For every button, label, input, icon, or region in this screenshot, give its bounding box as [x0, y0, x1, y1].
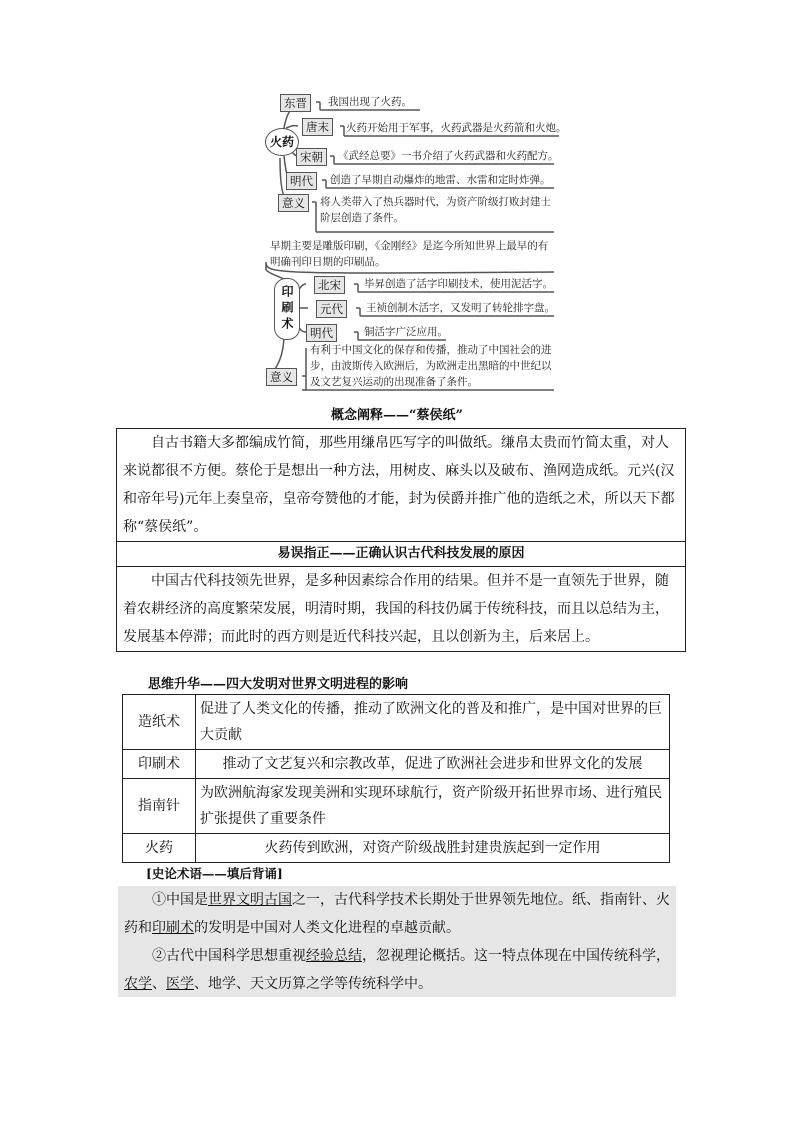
table-row	[123, 834, 670, 863]
desc-yuandai: 王祯创制木活字，又发明了转轮排字盘。	[366, 302, 555, 314]
printing-hub: 印刷术	[274, 278, 300, 340]
tag-tangmo: 唐末	[302, 118, 333, 136]
row-value: 为欧洲航海家发现美洲和实现环球航行，资产阶级开拓世界市场、进行殖民扩张提供了重要条件	[196, 779, 670, 834]
summary-paragraph-2	[118, 942, 676, 998]
error-text: 中国古代科技领先世界，是多种因素综合作用的结果。但并不是一直领先于世界，随着农耕经济的高度繁荣发展，明清时期，我国的科技仍属于传统科技，而且以总结为主，发展基本停滞；而此时的西方则是近代科技兴起，且以创新为主，后来居上。	[123, 573, 669, 645]
desc-mingdai-2: 铜活字广泛应用。	[364, 326, 448, 338]
error-title: 易误指正——正确认识古代科技发展的原因	[117, 541, 685, 567]
tag-yiyi-2: 意义	[266, 368, 297, 386]
concept-box	[116, 428, 686, 652]
summary-box	[118, 886, 676, 997]
row-key: 指南针	[123, 779, 196, 834]
text-span: ②古代中国科学思想重视	[152, 948, 306, 964]
desc-yiyi-2: 有利于中国文化的保存和传播，推动了中国社会的进步，由波斯传入欧洲后，为欧洲走出黑暗的中世纪以及文艺复兴运动的出现准备了条件。	[310, 344, 552, 388]
concept-title: 概念阐释——“蔡侯纸”	[331, 408, 463, 423]
row-key: 造纸术	[123, 695, 196, 750]
printing-intro: 早期主要是雕版印刷，《金刚经》是迄今所知世界上最早的有明确刊印日期的印刷品。	[270, 240, 549, 268]
text-span: 的发明是中国对人类文化进程的卓越贡献。	[194, 920, 460, 936]
table-row	[123, 750, 670, 779]
row-value: 促进了人类文化的传播，推动了欧洲文化的普及和推广，是中国对世界的巨大贡献	[196, 695, 670, 750]
tag-yuandai: 元代	[316, 300, 347, 318]
desc-yiyi-1: 将人类带入了热兵器时代，为资产阶级打败封建士阶层创造了条件。	[320, 196, 551, 224]
tag-mingdai-2: 明代	[306, 324, 337, 342]
tag-mingdai: 明代	[286, 172, 317, 190]
summary-paragraph-1	[118, 886, 676, 942]
blank-answer: 世界文明古国	[208, 892, 292, 908]
printing-mind-map	[262, 238, 562, 394]
blank-answer: 经验总结	[306, 948, 362, 964]
tag-dongjin: 东晋	[280, 94, 311, 112]
text-span: 之一，古代科学技术长期处于世界领先地位。纸、指南针、火药和	[124, 892, 670, 936]
blank-answer: 印刷术	[152, 920, 194, 936]
text-span: 、	[152, 976, 166, 992]
desc-songchao: 《武经总要》一书介绍了火药武器和火药配方。	[338, 150, 559, 162]
row-value: 火药传到欧洲，对资产阶级战胜封建贵族起到一定作用	[196, 834, 670, 863]
text-span: ，忽视理论概括。这一特点体现在中国传统科学，	[362, 948, 670, 964]
blank-answer: 医学	[166, 976, 194, 992]
gunpowder-mind-map	[262, 94, 567, 236]
table-row	[123, 695, 670, 750]
influence-table	[122, 694, 670, 863]
table-row	[123, 779, 670, 834]
gunpowder-hub: 火药	[265, 128, 299, 156]
row-key: 印刷术	[123, 750, 196, 779]
desc-dongjin: 我国出现了火药。	[328, 96, 412, 108]
summary-title: [史论术语——填后背诵]	[146, 866, 283, 881]
row-value: 推动了文艺复兴和宗教改革，促进了欧洲社会进步和世界文化的发展	[196, 750, 670, 779]
tag-songchao: 宋朝	[296, 148, 327, 166]
desc-beisong: 毕昇创造了活字印刷技术，使用泥活字。	[364, 278, 553, 290]
desc-tangmo: 火药开始用于军事，火药武器是火药箭和火炮。	[346, 122, 567, 134]
desc-mingdai: 创造了早期自动爆炸的地雷、水雷和定时炸弹。	[330, 174, 551, 186]
text-span: 、地学、天文历算之学等传统科学中。	[194, 976, 432, 992]
concept-text: 自古书籍大多都编成竹简，那些用缣帛匹写字的叫做纸。缣帛太贵而竹简太重，对人来说都很不方便。蔡伦于是想出一种方法，用树皮、麻头以及破布、渔网造成纸。元兴(汉和帝年号)元年上奏皇帝，皇帝夸赞他的才能，封为侯爵并推广他的造纸之术，所以天下都称“蔡侯纸”。	[123, 435, 675, 535]
text-span: ①中国是	[152, 892, 208, 908]
influence-title: 思维升华——四大发明对世界文明进程的影响	[148, 677, 409, 692]
tag-yiyi-1: 意义	[278, 194, 309, 212]
tag-beisong: 北宋	[314, 276, 345, 294]
blank-answer: 农学	[124, 976, 152, 992]
row-key: 火药	[123, 834, 196, 863]
